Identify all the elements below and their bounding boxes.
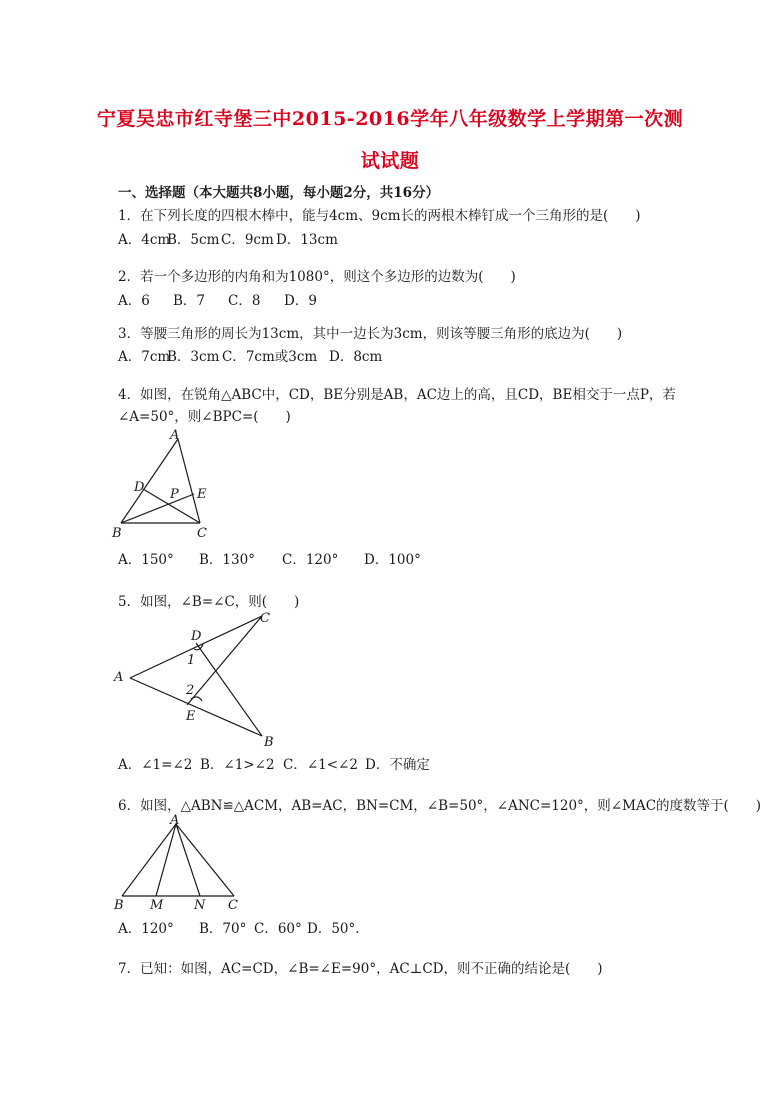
- q6-label-b: B: [114, 898, 124, 913]
- q4-label-p: P: [170, 487, 179, 502]
- q4-label-e: E: [197, 487, 207, 502]
- q6-option-d: D．50°．: [307, 921, 369, 937]
- q1-option-c: C．9cm: [221, 232, 274, 248]
- document-title-line2: 试试题: [360, 150, 420, 172]
- q6-label-n: N: [194, 898, 206, 913]
- q4-label-b: B: [112, 526, 122, 541]
- q5-label-e: E: [186, 709, 196, 724]
- q4-label-a: A: [170, 428, 180, 443]
- question-4-stem-line1: 4．如图，在锐角△ABC中，CD，BE分别是AB，AC边上的高，且CD，BE相交于一点P，若: [118, 387, 676, 403]
- q1-option-b: B．5cm: [167, 232, 220, 248]
- q6-option-b: B．70°: [199, 921, 247, 937]
- q5-option-c: C．∠1<∠2: [283, 757, 358, 773]
- q4-option-a: A．150°: [118, 552, 174, 568]
- q2-option-a: A．6: [118, 293, 150, 309]
- q5-option-d: D．不确定: [365, 757, 430, 773]
- q3-option-a: A．7cm: [118, 349, 171, 365]
- q1-option-a: A．4cm: [118, 232, 171, 248]
- q6-figure: [110, 812, 250, 912]
- document-title-line1: 宁夏吴忠市红寺堡三中2015-2016学年八年级数学上学期第一次测: [96, 108, 684, 130]
- question-6-stem: 6．如图，△ABN≌△ACM，AB=AC，BN=CM，∠B=50°，∠ANC=120°，则∠MAC的度数等于( ): [118, 798, 762, 814]
- q4-option-b: B．130°: [199, 552, 255, 568]
- section-heading: 一、选择题（本大题共8小题，每小题2分，共16分）: [118, 185, 440, 201]
- q5-label-a: A: [114, 670, 124, 685]
- q3-option-b: B．3cm: [167, 349, 220, 365]
- q4-option-c: C．120°: [282, 552, 339, 568]
- q1-option-d: D．13cm: [276, 232, 338, 248]
- q5-option-a: A．∠1=∠2: [118, 757, 193, 773]
- q5-label-b: B: [264, 735, 274, 750]
- q4-label-c: C: [197, 526, 207, 541]
- q5-option-b: B．∠1>∠2: [200, 757, 275, 773]
- question-4-stem-line2: ∠A=50°，则∠BPC=( ): [118, 409, 291, 425]
- question-1-stem: 1．在下列长度的四根木棒中，能与4cm、9cm长的两根木棒钉成一个三角形的是( ): [118, 208, 641, 224]
- q5-figure: [110, 600, 290, 750]
- q5-label-c: C: [260, 611, 270, 626]
- q4-option-d: D．100°: [364, 552, 421, 568]
- question-5-stem: 5．如图，∠B=∠C，则( ): [118, 594, 300, 610]
- q2-option-d: D．9: [284, 293, 317, 309]
- q6-label-m: M: [150, 898, 164, 913]
- q4-triangle-figure: [110, 425, 230, 550]
- q5-label-d: D: [191, 629, 202, 644]
- question-3-stem: 3．等腰三角形的周长为13cm，其中一边长为3cm，则该等腰三角形的底边为( ): [118, 326, 623, 342]
- q6-label-a: A: [170, 813, 180, 828]
- q6-label-c: C: [228, 898, 238, 913]
- question-2-stem: 2．若一个多边形的内角和为1080°，则这个多边形的边数为( ): [118, 269, 516, 285]
- q5-label-angle-2: 2: [186, 683, 195, 698]
- q6-option-c: C．60°: [254, 921, 302, 937]
- q2-option-b: B．7: [173, 293, 206, 309]
- q3-option-c: C．7cm或3cm: [222, 349, 318, 365]
- q2-option-c: C．8: [228, 293, 261, 309]
- q5-label-angle-1: 1: [187, 653, 196, 668]
- q3-option-d: D．8cm: [329, 349, 383, 365]
- q6-option-a: A．120°: [118, 921, 174, 937]
- q4-label-d: D: [134, 480, 145, 495]
- question-7-stem: 7．已知：如图，AC=CD，∠B=∠E=90°，AC⊥CD，则不正确的结论是( ): [118, 961, 603, 977]
